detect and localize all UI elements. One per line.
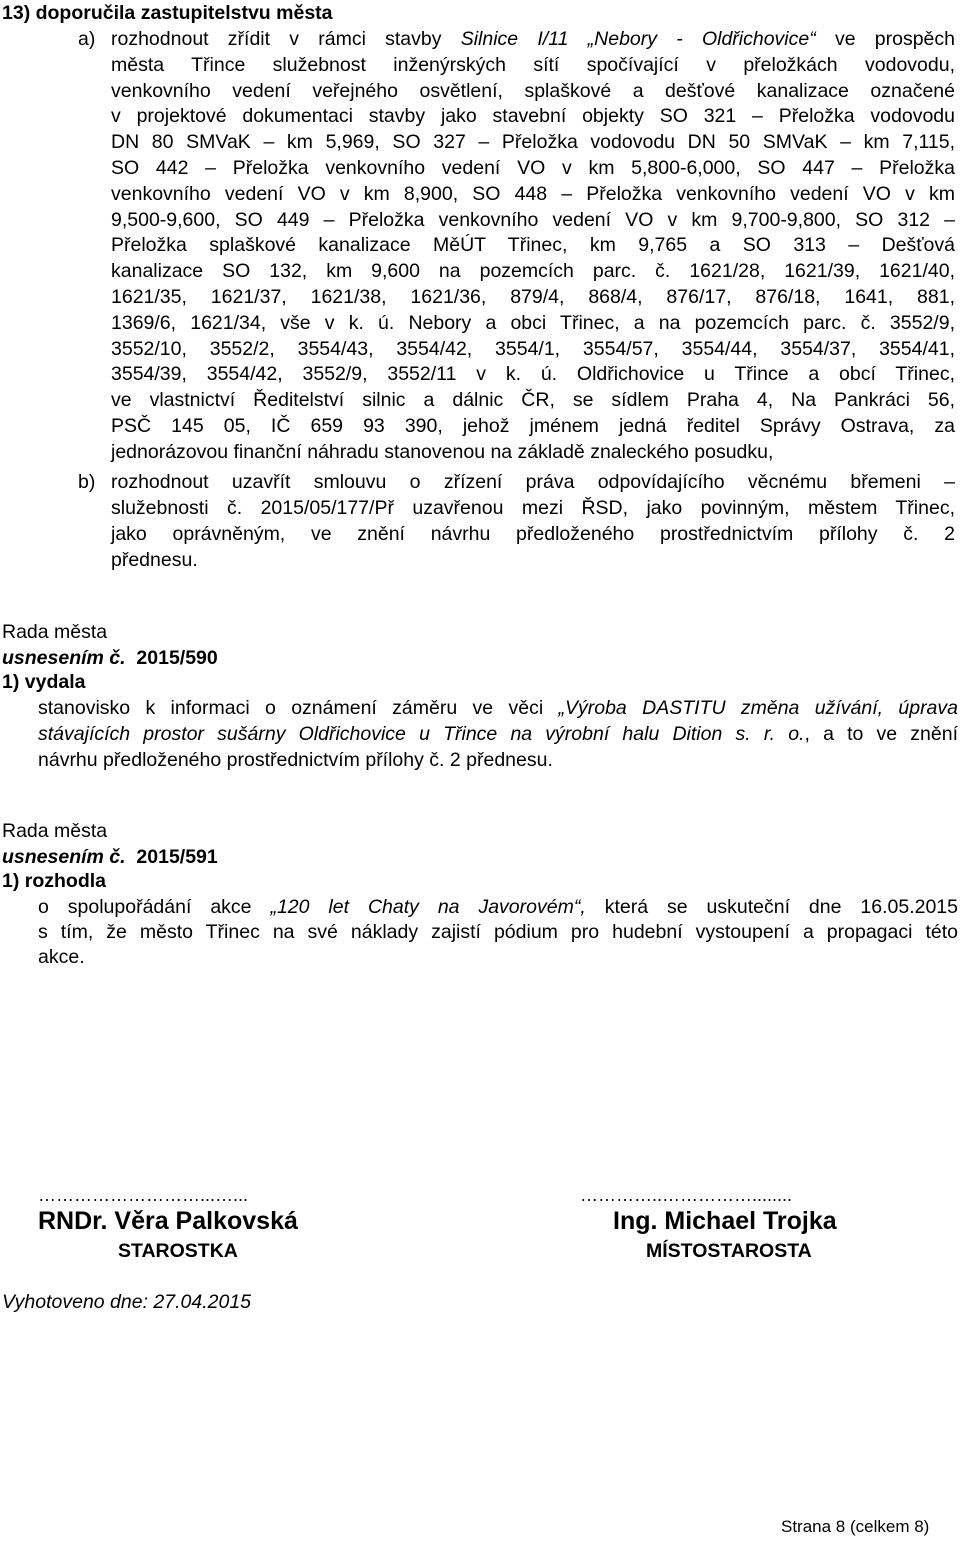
text-segment: která se uskuteční dne 16.05.2015 bbox=[585, 896, 958, 918]
text-segment: rozhodnout zřídit v rámci stavby bbox=[111, 28, 461, 50]
italic-segment: stávajících prostor sušárny Oldřichovice u Třince na výrobní halu Dition s. r. o. bbox=[38, 723, 805, 745]
text-line bbox=[111, 208, 955, 231]
text-segment: stanovisko k informaci o oznámení záměru ve věci bbox=[38, 697, 559, 719]
signature-line-right: …………..……………........ bbox=[580, 1185, 793, 1205]
council-label: Rada města bbox=[2, 820, 108, 842]
text-segment: ve vlastnictví Ředitelství silnic a dálnic ČR, se sídlem Praha 4, Na Pankráci 56, bbox=[111, 389, 955, 412]
list-marker-a: a) bbox=[78, 28, 96, 50]
text-line bbox=[38, 751, 553, 771]
text-line bbox=[111, 440, 774, 463]
italic-segment: „120 let Chaty na Javorovém“, bbox=[270, 896, 586, 918]
text-line bbox=[111, 107, 955, 127]
resolution-label: usnesením č. bbox=[2, 846, 126, 868]
text-line bbox=[38, 898, 958, 918]
text-line bbox=[111, 337, 955, 360]
prepared-date: Vyhotoveno dne: 27.04.2015 bbox=[2, 1291, 252, 1313]
text-segment: ve prospěch bbox=[815, 28, 955, 50]
text-line bbox=[38, 699, 958, 719]
text-segment: , a to ve znění bbox=[804, 723, 959, 745]
text-segment: 9,500-9,600, SO 449 – Přeložka venkovního vedení VO v km 9,700-9,800, SO 312 – bbox=[111, 208, 955, 231]
text-line bbox=[38, 948, 85, 968]
resolution-number: 2015/590 bbox=[136, 647, 218, 669]
resolution-label: usnesením č. bbox=[2, 647, 126, 669]
text-segment: rozhodnout uzavřít smlouvu o zřízení práva odpovídajícího věcnému břemeni – bbox=[111, 471, 955, 493]
text-segment: 3554/39, 3554/42, 3552/9, 3552/11 v k. ú. Oldřichovice u Třince a obcí Třinec, bbox=[111, 363, 955, 386]
text-segment: jednorázovou finanční náhradu stanovenou na základě znaleckého posudku, bbox=[111, 440, 774, 463]
signature-name-right: Ing. Michael Trojka bbox=[613, 1207, 837, 1235]
italic-segment: Silnice I/11 „Nebory - Oldřichovice“ bbox=[460, 28, 816, 50]
signature-name-left: RNDr. Věra Palkovská bbox=[38, 1207, 298, 1235]
text-segment: kanalizace SO 132, km 9,600 na pozemcích parc. č. 1621/28, 1621/39, 1621/40, bbox=[111, 260, 955, 283]
text-line bbox=[111, 551, 198, 571]
text-line bbox=[111, 525, 955, 545]
text-segment: akce. bbox=[38, 946, 85, 968]
resolution-line bbox=[2, 649, 218, 669]
text-line bbox=[111, 365, 955, 385]
page-number: Strana 8 (celkem 8) bbox=[781, 1517, 930, 1536]
text-segment: PSČ 145 05, IČ 659 93 390, jehož jménem jedná ředitel Správy Ostrava, za bbox=[111, 415, 955, 437]
text-segment: o spolupořádání akce bbox=[38, 896, 271, 918]
text-segment: jako oprávněným, ve znění návrhu předloženého prostřednictvím přílohy č. 2 bbox=[111, 523, 955, 545]
text-line bbox=[111, 159, 955, 179]
resolution-number: 2015/591 bbox=[136, 846, 218, 868]
text-line bbox=[38, 923, 958, 943]
signature-line-left: ………………………...…... bbox=[38, 1185, 249, 1205]
text-line bbox=[111, 288, 955, 308]
text-segment: SO 442 – Přeložka venkovního vedení VO v km 5,800-6,000, SO 447 – Přeložka bbox=[111, 157, 955, 179]
text-segment: Přeložka splaškové kanalizace MěÚT Třinec, km 9,765 a SO 313 – Dešťová bbox=[111, 234, 955, 257]
council-label: Rada města bbox=[2, 621, 108, 643]
text-line bbox=[111, 182, 955, 205]
text-line bbox=[111, 236, 955, 256]
text-line bbox=[111, 262, 955, 282]
text-line bbox=[111, 79, 955, 102]
list-marker-b: b) bbox=[78, 471, 96, 493]
text-segment: návrhu předloženého prostřednictvím přílohy č. 2 přednesu. bbox=[38, 749, 553, 771]
item-heading: 13) doporučila zastupitelstvu města bbox=[2, 2, 333, 24]
text-segment: služebnosti č. 2015/05/177/Př uzavřenou mezi ŘSD, jako povinným, městem Třinec, bbox=[111, 497, 955, 519]
resolution-line bbox=[2, 848, 218, 868]
text-segment: venkovního vedení VO v km 8,900, SO 448 – Přeložka venkovního vedení VO v km bbox=[111, 182, 955, 205]
italic-segment: „Výroba DASTITU změna užívání, úprava bbox=[558, 697, 959, 719]
text-segment: 1621/35, 1621/37, 1621/38, 1621/36, 879/4, 868/4, 876/17, 876/18, 1641, 881, bbox=[111, 286, 955, 308]
text-line bbox=[111, 53, 955, 76]
text-segment: 3552/10, 3552/2, 3554/43, 3554/42, 3554/1, 3554/57, 3554/44, 3554/37, 3554/41, bbox=[111, 337, 955, 360]
text-line bbox=[111, 391, 955, 411]
text-line bbox=[111, 473, 955, 493]
text-line bbox=[111, 30, 955, 50]
text-segment: v projektové dokumentaci stavby jako stavební objekty SO 321 – Přeložka vodovodu bbox=[111, 105, 955, 128]
text-segment: DN 80 SMVaK – km 5,969, SO 327 – Přeložka vodovodu DN 50 SMVaK – km 7,115, bbox=[111, 131, 955, 154]
text-segment: 1369/6, 1621/34, vše v k. ú. Nebory a obci Třinec, a na pozemcích parc. č. 3552/9, bbox=[111, 311, 955, 334]
text-segment: přednesu. bbox=[111, 549, 198, 571]
text-line bbox=[38, 725, 958, 745]
resolution-point: 1) vydala bbox=[2, 671, 86, 693]
text-line bbox=[111, 417, 955, 437]
text-segment: s tím, že město Třinec na své náklady zajistí pódium pro hudební vystoupení a propagaci této bbox=[38, 921, 958, 943]
text-line bbox=[111, 133, 955, 153]
signature-role-right: MÍSTOSTAROSTA bbox=[646, 1240, 812, 1262]
text-segment: města Třince služebnost inženýrských sítí spočívající v přeložkách vodovodu, bbox=[111, 53, 955, 76]
signature-role-left: STAROSTKA bbox=[118, 1240, 238, 1262]
text-line bbox=[111, 311, 955, 334]
text-segment: venkovního vedení veřejného osvětlení, splaškové a dešťové kanalizace označené bbox=[111, 79, 955, 102]
resolution-point: 1) rozhodla bbox=[2, 870, 107, 892]
text-line bbox=[111, 499, 955, 519]
